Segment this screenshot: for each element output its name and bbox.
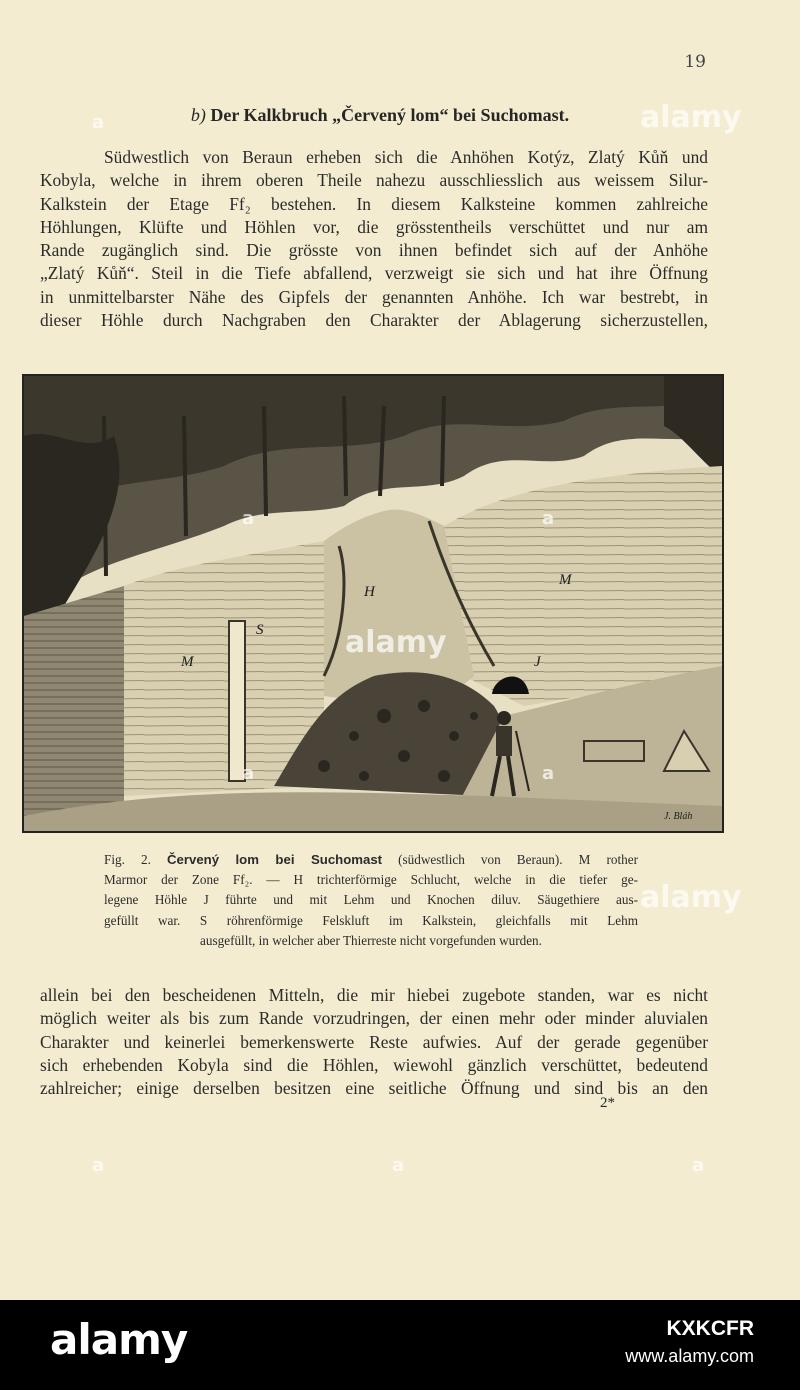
text-line: Charakter und keinerlei bemerkenswerte Reste aufwies. Auf der gerade gegenüber xyxy=(40,1031,708,1052)
watermark-a: a xyxy=(542,763,555,784)
text-line: „Zlatý Kůň“. Steil in die Tiefe abfallend, verzweigt sie sich und hat ihre Öffnung xyxy=(40,263,708,284)
text-line: Kalkstein der Etage Ff₂ bestehen. In diesem Kalksteine kommen zahlreiche xyxy=(40,193,708,214)
watermark-a: a xyxy=(92,1155,105,1176)
text-line: Höhlungen, Klüfte und Höhlen vor, die grösstentheils verschüttet und nur am xyxy=(40,216,708,237)
label-s: S xyxy=(256,622,264,638)
caption-line-3: legene Höhle J führte und mit Lehm und Knochen diluv. Säugethiere aus- xyxy=(104,892,638,908)
section-title-text: Der Kalkbruch „Červený lom“ bei Suchomast. xyxy=(210,105,570,125)
quarry-drawing xyxy=(24,376,722,831)
artist-signature: J. Bláh xyxy=(664,811,693,822)
text-line: Südwestlich von Beraun erheben sich die Anhöhen Kotýz, Zlatý Kůň und xyxy=(104,147,708,167)
watermark: alamy xyxy=(640,100,742,135)
label-m-left: M xyxy=(181,654,194,670)
watermark: alamy xyxy=(640,880,742,915)
text-line: Rande zugänglich sind. Die grösste von ihnen befindet sich auf der Anhöhe xyxy=(40,240,708,261)
page-number: 19 xyxy=(684,52,706,72)
caption-fig-title: Červený lom bei Suchomast xyxy=(167,852,383,867)
text-line: Kobyla, welche in ihrem oberen Theile nahezu ausschliesslich aus weissem Silur- xyxy=(40,170,708,191)
watermark-a: a xyxy=(392,1155,405,1176)
text-line: möglich weiter als bis zum Rande vorzudringen, der einen mehr oder minder aluvialen xyxy=(40,1008,708,1029)
section-title-prefix: b) xyxy=(190,105,206,125)
caption-line-1: (südwestlich von Beraun). M rother xyxy=(398,852,638,867)
caption-line xyxy=(104,850,638,870)
watermark-a: a xyxy=(92,112,105,133)
caption-line-2: Marmor der Zone Ff₂. — H trichterförmige Schlucht, welche in die tiefer ge- xyxy=(104,872,638,888)
watermark-a: a xyxy=(692,1155,705,1176)
footer-url: www.alamy.com xyxy=(625,1346,754,1366)
paragraph-2 xyxy=(40,984,708,1100)
watermark-a: a xyxy=(242,763,255,784)
watermark: alamy xyxy=(345,625,447,660)
label-m-right: M xyxy=(559,572,572,588)
caption-line-4: gefüllt war. S röhrenförmige Felskluft im Kalkstein, gleichfalls mit Lehm xyxy=(104,912,638,928)
text-line: sich erhebenden Kobyla sind die Höhlen, wiewohl gänzlich verschüttet, bedeutend xyxy=(40,1054,708,1075)
caption-fig-label: Fig. 2. xyxy=(104,852,151,867)
label-j: J xyxy=(534,654,541,670)
caption-line-5: ausgefüllt, in welcher aber Thierreste nicht vorgefunden wurden. xyxy=(200,932,542,948)
text-line: in unmittelbarster Nähe des Gipfels der genannten Anhöhe. Ich war bestrebt, in xyxy=(40,286,708,307)
watermark-a: a xyxy=(542,508,555,529)
footer-logo: alamy xyxy=(50,1315,188,1364)
section-title xyxy=(40,105,720,126)
text-line: allein bei den bescheidenen Mitteln, die mir hiebei zugebote standen, war es nicht xyxy=(40,985,708,1005)
text-line: dieser Höhle durch Nachgraben den Charakter der Ablagerung sicherzustellen, xyxy=(40,310,708,331)
figure-illustration xyxy=(22,374,724,833)
signature-mark: 2* xyxy=(600,1095,615,1111)
paragraph-1 xyxy=(40,146,708,332)
text-line: zahlreicher; einige derselben besitzen eine seitliche Öffnung und sind bis an den xyxy=(40,1078,708,1099)
label-h: H xyxy=(364,584,375,600)
watermark-a: a xyxy=(242,508,255,529)
figure-caption xyxy=(104,850,638,951)
footer-image-id: KXKCFR xyxy=(666,1317,754,1340)
